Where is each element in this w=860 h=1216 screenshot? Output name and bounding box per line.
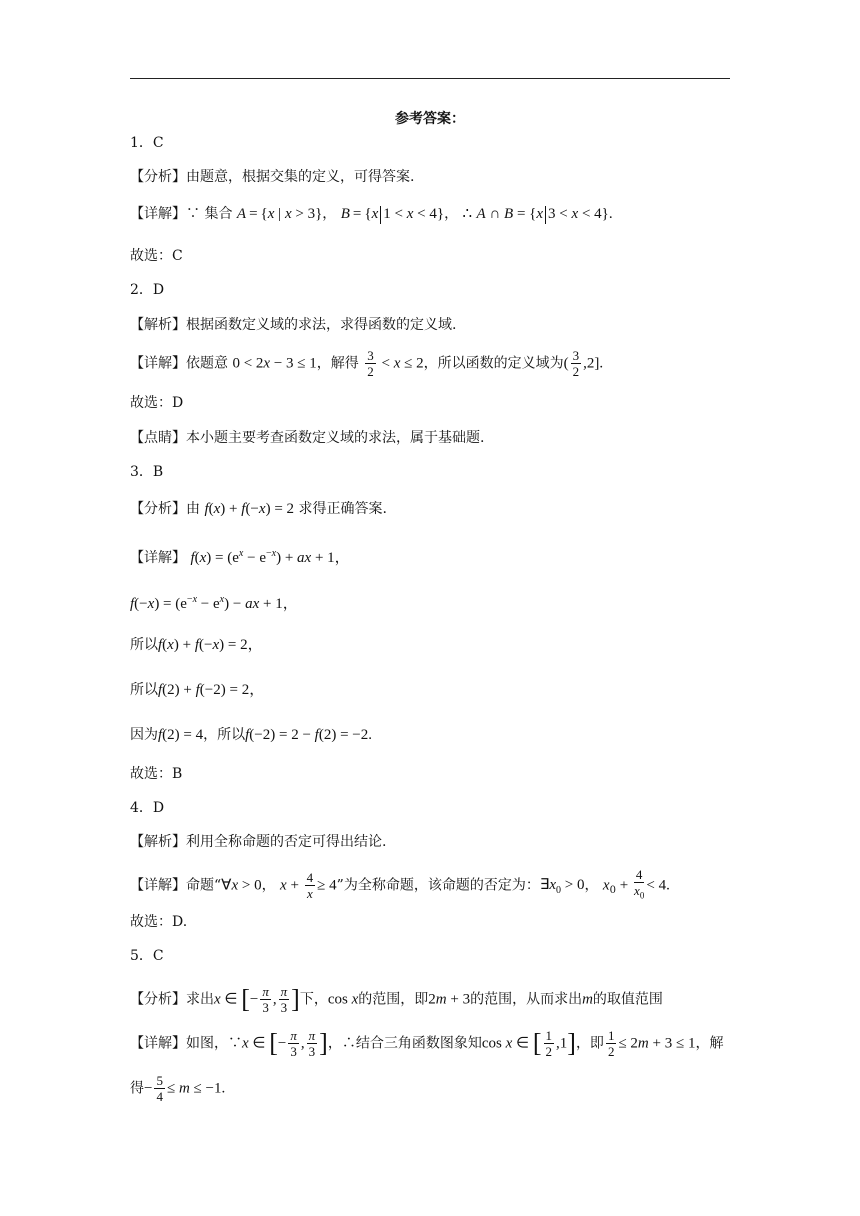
q3-choice: 故选：B — [130, 766, 183, 782]
q1-detail-tag: 【详解】∵ — [130, 206, 200, 222]
q1-detail-a: 集合 — [204, 206, 233, 222]
q1-number: 1．C — [130, 135, 164, 151]
q2-comment: 【点睛】本小题主要考查函数定义域的求法，属于基础题. — [130, 430, 485, 446]
q4-choice: 故选：D. — [130, 914, 188, 930]
q2-detail-tag: 【详解】依题意 — [130, 355, 228, 372]
q2-analysis: 【解析】根据函数定义域的求法，求得函数的定义域. — [130, 317, 457, 333]
q3-analysis: 【分析】由 f(x) + f(−x) = 2 求得正确答案. — [130, 501, 387, 517]
q3-line-so2: 所以f(2) + f(−2) = 2， — [130, 682, 265, 698]
q4-number: 4．D — [130, 800, 165, 816]
q1-choice: 故选：C — [130, 248, 183, 264]
q5-detail-cont: 得− $\frac{5}{4}$ ≤ m ≤ −1. — [130, 1073, 226, 1104]
q2-number: 2．D — [130, 282, 165, 298]
q5-analysis: 【分析】求出x ∈ [− $\frac{\pi}{3}$ , $\frac{\pi}{3}$ ]下，cos x的范围，即2m + 3的范围，从而求出m的取值范围 — [130, 984, 663, 1015]
page-title: 参考答案： — [395, 111, 465, 127]
q2-choice: 故选：D — [130, 395, 184, 411]
q3-detail: 【详解】 $f(x) = (e^x - e^{-x})$ + ax + 1， — [130, 548, 350, 566]
q5-detail: 【详解】如图，∵x ∈ [− $\frac{\pi}{3}$ , $\frac{\pi}{3}$ ]，∴结合三角函数图象知cos x ∈ [ $\frac{1}{2}$ ,1]，即 $\frac{1}{2}$ ≤ 2m + 3 ≤ 1，解 — [130, 1028, 724, 1059]
q2-detail: 【详解】依题意 0 < 2x − 3 ≤ 1，解得 $\frac{3}{2}$ < x ≤ 2，所以函数的定义域为( $\frac{3}{2}$ ,2]. — [130, 348, 604, 379]
q4-detail: 【详解】命题“∀x > 0， x + $\frac{4}{x}$ ≥ 4”为全称命题，该命题的否定为：$\exists x_0 > 0$， $x_0$ + $\frac{4}{x_0}$ < 4. — [130, 867, 670, 901]
q3-line-so1: 所以f(x) + f(−x) = 2， — [130, 637, 263, 653]
q3-line-neg: $f(-x) = (e^{-x} - e^x)$ − ax + 1， — [130, 594, 298, 612]
q1-detail: 【详解】∵ 集合 A = {x | x > 3}， B = {x 1 < x < 4}， ∴ A ∩ B = {x 3 < x < 4}. — [130, 206, 613, 222]
q1-analysis: 【分析】由题意，根据交集的定义，可得答案. — [130, 169, 415, 185]
q2-fraction: $\frac{3}{2}$ — [367, 348, 374, 379]
q3-line-because: 因为f(2) = 4，所以f(−2) = 2 − f(2) = −2. — [130, 727, 373, 743]
header-rule — [130, 78, 730, 79]
q3-number: 3．B — [130, 464, 164, 480]
q5-number: 5．C — [130, 948, 164, 964]
q4-analysis: 【解析】利用全称命题的否定可得出结论. — [130, 834, 387, 850]
q1-formula-a: A — [236, 206, 247, 222]
